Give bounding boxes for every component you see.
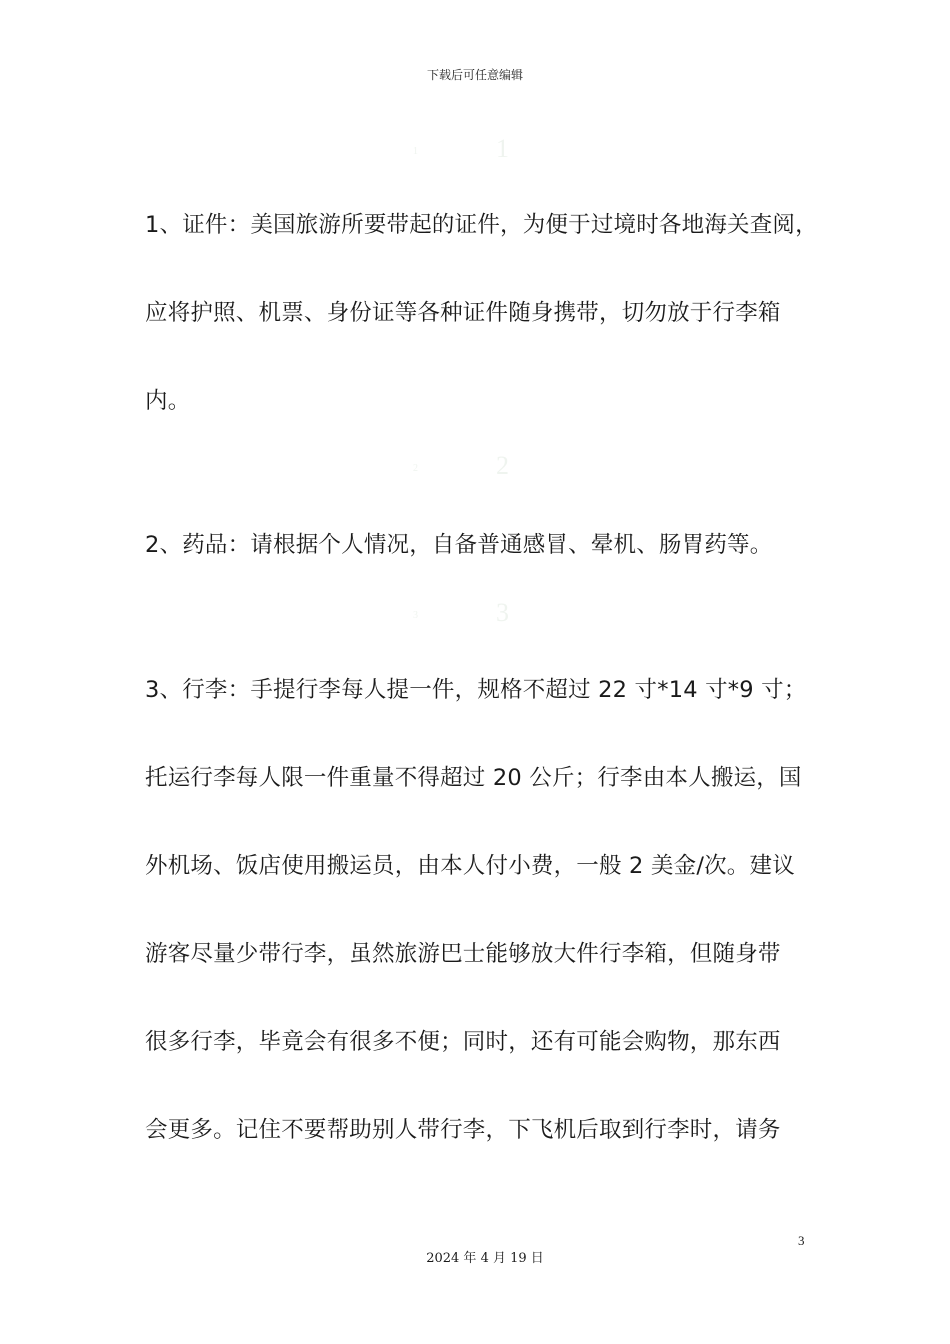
paragraph-line: 外机场、饭店使用搬运员，由本人付小费，一般 2 美金/次。建议 <box>145 853 795 879</box>
marker-small-number: 3 <box>413 610 418 621</box>
paragraph-line: 游客尽量少带行李，虽然旅游巴士能够放大件行李箱，但随身带 <box>145 941 781 967</box>
paragraph-luggage <box>145 646 807 1174</box>
paragraph-line: 应将护照、机票、身份证等各种证件随身携带，切勿放于行李箱 <box>145 300 781 326</box>
page-header: 下载后可任意编辑 <box>426 68 523 82</box>
paragraph-line: 会更多。记住不要帮助别人带行李，下飞机后取到行李时，请务 <box>145 1117 781 1143</box>
paragraph-line: 1、证件：美国旅游所要带起的证件，为便于过境时各地海关查阅， <box>145 212 818 238</box>
page-footer-date: 2024 年 4 月 19 日 <box>426 1251 544 1266</box>
paragraph-line: 内。 <box>145 388 191 414</box>
paragraph-line: 很多行李，毕竟会有很多不便；同时，还有可能会购物，那东西 <box>145 1029 781 1055</box>
marker-large-number: 3 <box>496 598 509 627</box>
marker-large-number: 2 <box>496 451 509 480</box>
paragraph-line: 2、药品：请根据个人情况，自备普通感冒、晕机、肠胃药等。 <box>145 532 773 558</box>
marker-large-number: 1 <box>496 134 509 163</box>
paragraph-medicine <box>145 501 772 589</box>
page-number: 3 <box>798 1233 805 1248</box>
paragraph-line: 3、行李：手提行李每人提一件，规格不超过 22 寸*14 寸*9 寸； <box>145 677 807 703</box>
marker-small-number: 1 <box>413 146 418 157</box>
paragraph-line: 托运行李每人限一件重量不得超过 20 公斤；行李由本人搬运，国 <box>145 765 802 791</box>
marker-small-number: 2 <box>413 463 418 474</box>
section-marker-3 <box>0 598 950 632</box>
section-marker-2 <box>0 451 950 485</box>
paragraph-documents <box>145 181 818 445</box>
section-marker-1 <box>0 134 950 168</box>
